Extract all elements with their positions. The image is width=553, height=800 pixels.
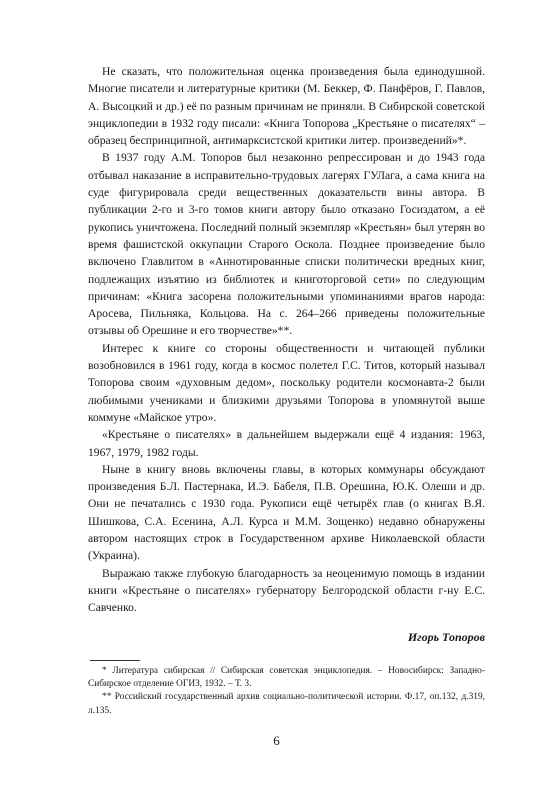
footnote: * Литература сибирская // Сибирская советская энциклопедия. – Новосибирск: Западно-Сибирское отделение ОГИЗ, 1932. – Т. 3. — [88, 666, 485, 690]
footnote: ** Российский государственный архив социально-политической истории. Ф.17, оп.132, д.319, л.135. — [88, 692, 485, 716]
page-number: 6 — [273, 733, 280, 748]
author-signature: Игорь Топоров — [407, 629, 485, 644]
paragraph: Ныне в книгу вновь включены главы, в которых коммунары обсуждают произведения Б.Л. Пастернака, И.Э. Бабеля, П.В. Орешина, Ю.К. Олеши и др. Они не печатались с 1930 года. Рукописи ещё четырёх глав (о книгах В.Я. Шишкова, С.А. Есенина, А.Л. Курса и М.М. Зощенко) недавно обнаружены автором настоящих строк в Государственном архиве Николаевской области (Украина). — [88, 462, 485, 563]
footnotes — [88, 665, 485, 718]
paragraph: Не сказать, что положительная оценка произведения была единодушной. Многие писатели и литературные критики (М. Беккер, Ф. Панфёров, Г. Павлов, А. Высоцкий и др.) её по разным причинам не приняли. В Сибирской советской энциклопедии в 1932 году писали: «Книга Топорова „Крестьяне о писателях“ – образец беспринципной, антимарксистской критики литер. произведений»*. — [88, 65, 485, 148]
paragraph: «Крестьяне о писателях» в дальнейшем выдержали ещё 4 издания: 1963, 1967, 1979, 1982 годы. — [88, 428, 485, 459]
footnote-divider — [90, 660, 140, 661]
paragraph: Выражаю также глубокую благодарность за неоценимую помощь в издании книги «Крестьяне о писателях» губернатору Белгородской области г-ну Е.С. Савченко. — [88, 566, 485, 615]
paragraph: Интерес к книге со стороны общественности и читающей публики возобновился в 1961 году, когда в космос полетел Г.С. Титов, который назывaл Топорова своим «духовным дедом», поскольку родители космонавта-2 были любимыми учениками и близкими друзьями Топорова в упомянутой выше коммуне «Майское утро». — [88, 341, 485, 424]
paragraph: В 1937 году А.М. Топоров был незаконно репрессирован и до 1943 года отбывал наказание в исправительно-трудовых лагерях ГУЛага, а сама книга на суде фигурировала среди вещественных доказательств вины автора. В публикации 2-го и 3-го томов книги автору было отказано Госиздатом, а её рукопись уничтожена. Последний полный экземпляр «Крестьян» был утерян во время фашистской оккупации Старого Оскола. Позднее произведение было включено Главлитом в «Аннотированные списки политически вредных книг, подлежащих изъятию из библиотек и книготорговой сети» по следующим причинам: «Книга засорена положительными упоминаниями врагов народа: Аросева, Пильняка, Кольцова. На с. 264–266 приведены положительные отзывы об Орешине и его творчестве»**. — [88, 151, 485, 338]
main-text — [88, 63, 485, 645]
